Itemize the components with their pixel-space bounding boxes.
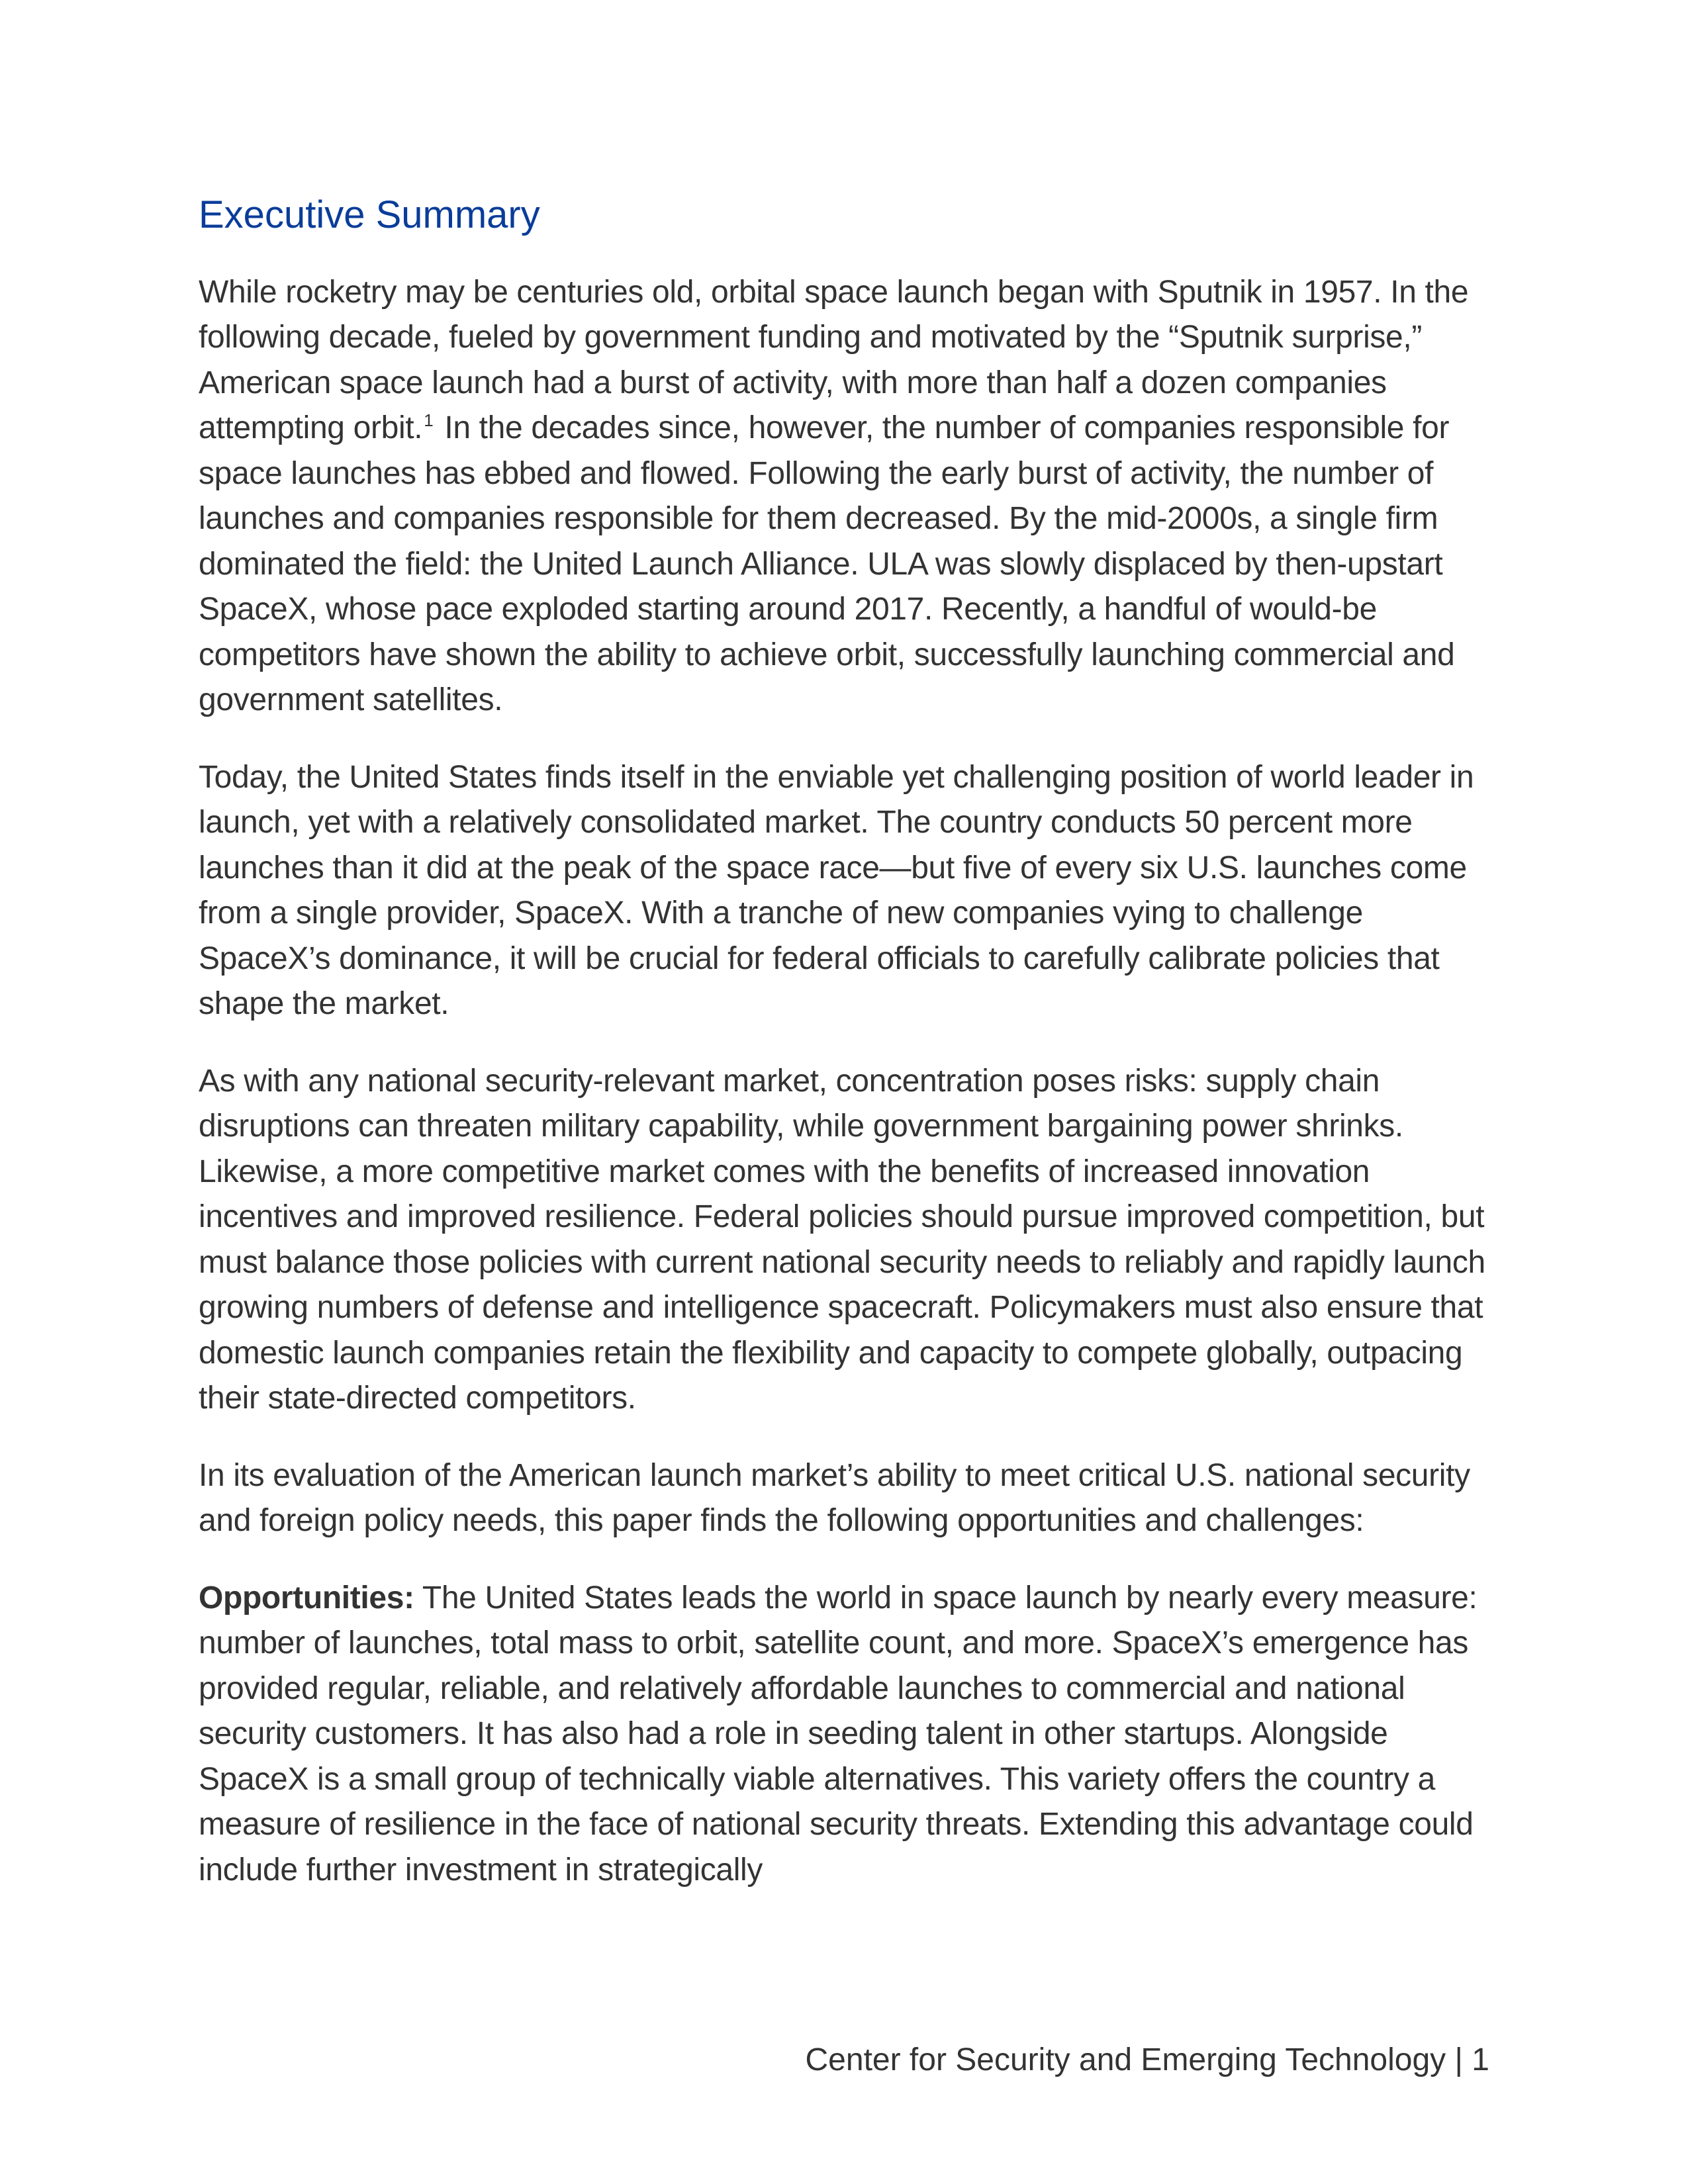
page-content <box>199 192 1496 1925</box>
paragraph-5 <box>199 1576 1496 1893</box>
paragraph-4: In its evaluation of the American launch market’s ability to meet critical U.S. national security and foreign policy needs, this paper finds the following opportunities and challenges: <box>199 1457 1470 1539</box>
page-footer: Center for Security and Emerging Technology | 1 <box>805 2042 1489 2077</box>
paragraph-3: As with any national security-relevant market, concentration poses risks: supply chain disruptions can threaten military capability, while government bargaining power shrinks. Likewise, a more competitive market comes with the benefits of increased innovation incentives and improved resilience. Federal policies should pursue improved competition, but must balance those policies with current national security needs to reliably and rapidly launch growing numbers of defense and intelligence spacecraft. Policymakers must also ensure that domestic launch companies retain the flexibility and capacity to compete globally, outpacing their state-directed competitors. <box>199 1063 1485 1416</box>
paragraph-5-text: The United States leads the world in space launch by nearly every measure: number of launches, total mass to orbit, satellite count, and more. SpaceX’s emergence has provided regular, reliable, and relatively affordable launches to commercial and national security customers. It has also had a role in seeding talent in other startups. Alongside SpaceX is a small group of technically viable alternatives. This variety offers the country a measure of resilience in the face of national security threats. Extending this advantage could include further investment in strategically <box>199 1580 1477 1888</box>
opportunities-label: Opportunities: <box>199 1580 414 1615</box>
page-title: Executive Summary <box>199 193 540 236</box>
paragraph-2: Today, the United States finds itself in the enviable yet challenging position of world leader in launch, yet with a relatively consolidated market. The country conducts 50 percent more launches than it did at the peak of the space race—but five of every six U.S. launches come from a single provider, SpaceX. With a tranche of new companies vying to challenge SpaceX’s dominance, it will be crucial for federal officials to carefully calibrate policies that shape the market. <box>199 759 1474 1022</box>
paragraph-1-text-a: While rocketry may be centuries old, orbital space launch began with Sputnik in 1957. In the following decade, fueled by government funding and motivated by the “Sputnik surprise,” American space launch had a burst of activity, with more than half a dozen companies attempting orbit. <box>199 274 1469 446</box>
paragraph-1-text-b: In the decades since, however, the number of companies responsible for space launches has ebbed and flowed. Following the early burst of activity, the number of launches and companies responsible for them decreased. By the mid-2000s, a single firm dominated the field: the United Launch Alliance. ULA was slowly displaced by then-upstart SpaceX, whose pace exploded starting around 2017. Recently, a handful of would-be competitors have shown the ability to achieve orbit, successfully launching commercial and government satellites. <box>199 410 1455 718</box>
footnote-marker[interactable]: 1 <box>424 410 434 430</box>
paragraph-1 <box>199 270 1496 723</box>
